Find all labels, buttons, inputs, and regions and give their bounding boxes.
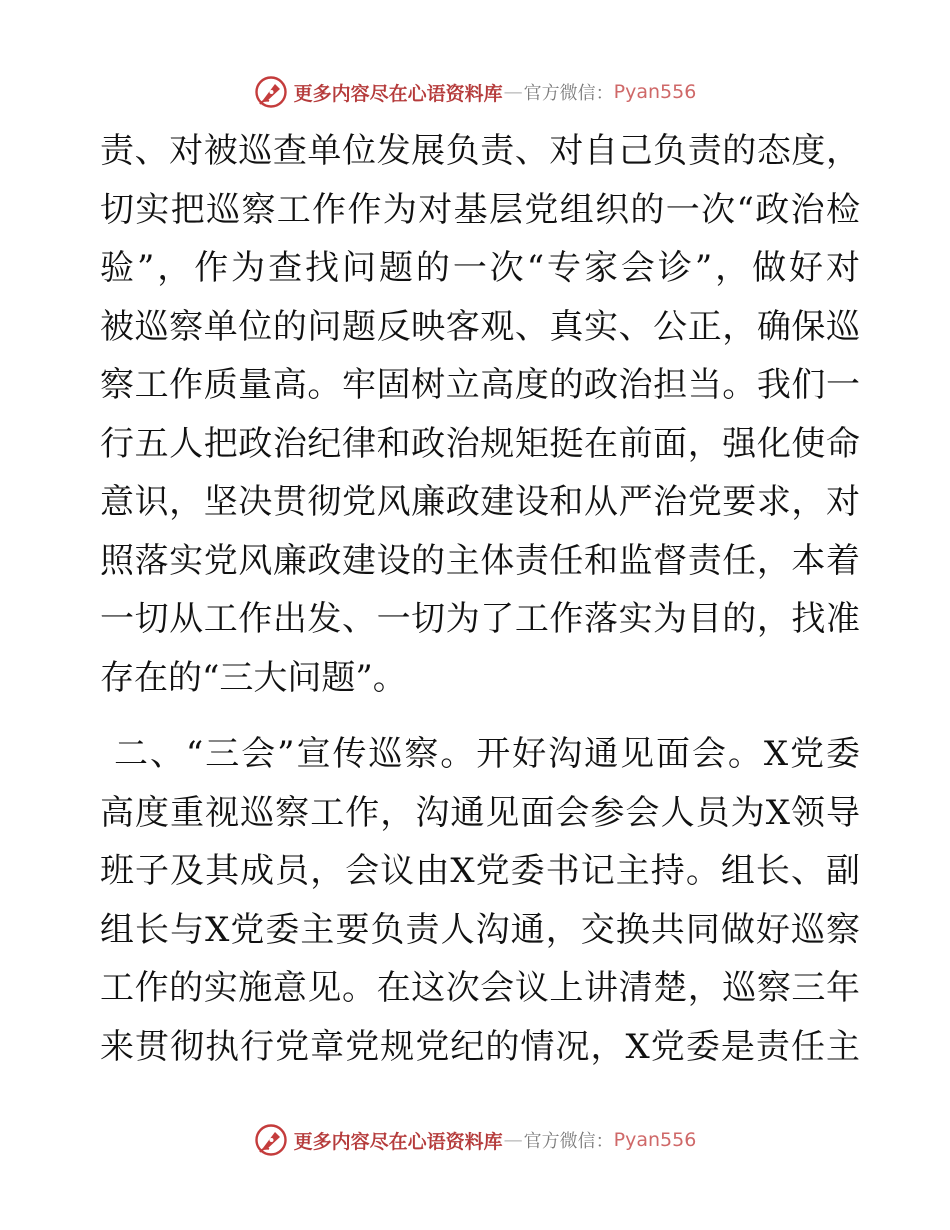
text-line: 切实把巡察工作作为对基层党组织的一次“政治检 xyxy=(100,189,860,230)
header-banner xyxy=(0,72,950,112)
text-line: 察工作质量高。牢固树立高度的政治担当。我们一 xyxy=(100,365,860,405)
text-line: 二、“三会”宣传巡察。开好沟通见面会。X党委 xyxy=(114,734,860,774)
text-line: 工作的实施意见。在这次会议上讲清楚，巡察三年 xyxy=(100,968,860,1008)
pen-nib-logo-icon xyxy=(254,75,288,109)
header-wechat-id: Pyan556 xyxy=(613,81,697,103)
text-line: 高度重视巡察工作，沟通见面会参会人员为X领导 xyxy=(100,792,860,833)
paragraph-1 xyxy=(100,122,860,707)
header-dash: — xyxy=(503,81,523,103)
text-line: 来贯彻执行党章党规党纪的情况，X党委是责任主 xyxy=(100,1026,860,1067)
footer-wechat-id: Pyan556 xyxy=(613,1129,697,1151)
text-line: 验”，作为查找问题的一次“专家会诊”，做好对 xyxy=(100,248,860,288)
paragraph-2 xyxy=(100,725,860,1076)
document-body xyxy=(100,122,860,1076)
text-line: 行五人把政治纪律和政治规矩挺在前面，强化使命 xyxy=(100,423,860,464)
header-text: 更多内容尽在心语资料库 xyxy=(293,82,503,105)
pen-nib-logo-icon xyxy=(254,1123,288,1157)
header-label: 官方微信： xyxy=(523,83,614,104)
text-line: 一切从工作出发、一切为了工作落实为目的，找准 xyxy=(100,599,860,639)
text-line: 照落实党风廉政建设的主体责任和监督责任，本着 xyxy=(100,540,860,581)
text-line: 意识，坚决贯彻党风廉政建设和从严治党要求，对 xyxy=(100,482,860,522)
text-line: 存在的“三大问题”。 xyxy=(100,657,407,698)
footer-dash: — xyxy=(503,1129,523,1151)
footer-banner xyxy=(0,1120,950,1160)
text-line: 班子及其成员，会议由X党委书记主持。组长、副 xyxy=(100,851,860,891)
text-line: 被巡察单位的问题反映客观、真实、公正，确保巡 xyxy=(100,306,860,347)
text-line: 组长与X党委主要负责人沟通，交换共同做好巡察 xyxy=(100,909,860,950)
text-line: 责、对被巡查单位发展负责、对自己负责的态度， xyxy=(100,131,860,171)
footer-label: 官方微信： xyxy=(523,1131,614,1152)
footer-text: 更多内容尽在心语资料库 xyxy=(293,1130,503,1153)
